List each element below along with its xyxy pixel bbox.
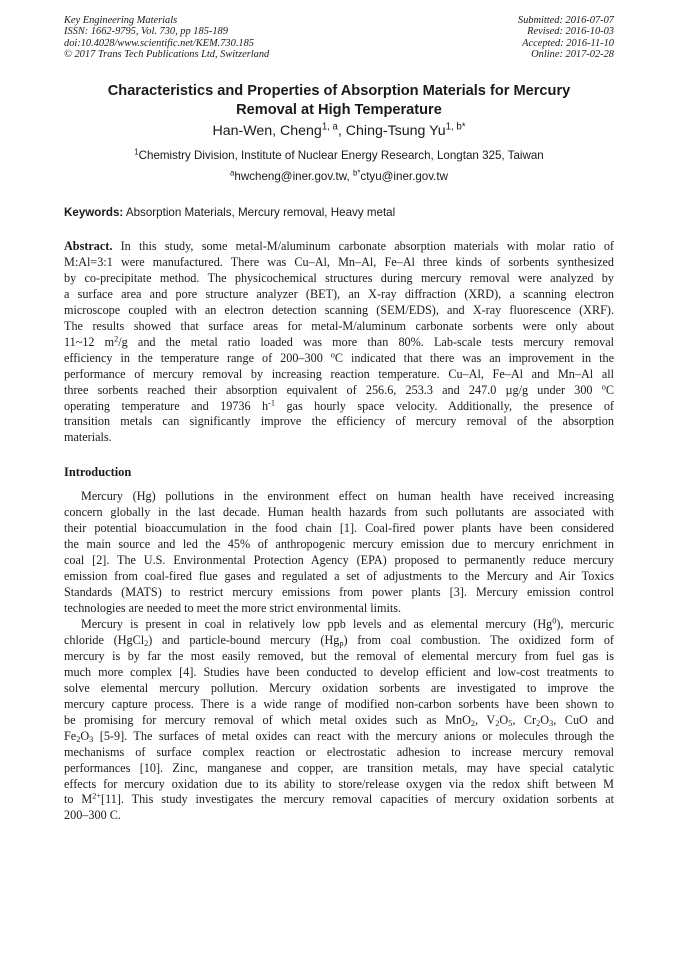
author-list <box>64 122 614 140</box>
affiliation <box>64 149 614 163</box>
superscript: 2+ <box>92 791 102 801</box>
paragraph-text: O <box>540 712 550 727</box>
abstract-line: by co-precipitate method. The physicochemical structures during mercury removal were analyzed by <box>64 270 614 285</box>
paragraph-line <box>64 713 614 729</box>
abstract-line: a surface area and pore structure analyzer (BET), an X-ray diffraction (XRD), a scanning electron <box>64 286 614 301</box>
superscript: o <box>330 350 335 360</box>
abstract-text: /g and the metal ratio loaded was more than 80%. Lab-scale tests mercury removal <box>118 334 614 349</box>
superscript: 0 <box>552 616 557 626</box>
abstract-text: operating temperature and 19736 h <box>64 398 269 413</box>
subscript: 2 <box>536 718 541 728</box>
paragraph-line <box>64 792 614 808</box>
paragraph-text: be promising for mercury removal of which metal oxides such as MnO <box>64 712 471 727</box>
paragraph-text: O <box>80 728 90 743</box>
journal-doi: doi:10.4028/www.scientific.net/KEM.730.185 <box>64 37 254 49</box>
abstract-line <box>64 351 614 367</box>
paragraph-text: to M <box>64 792 93 807</box>
email-b-sup: b* <box>352 168 361 178</box>
paragraph-line <box>64 729 614 745</box>
paragraph-line: mechanisms of surface complex reaction or electrostatic adhesion to increase mercury removal <box>64 744 614 759</box>
subscript: 3 <box>89 734 94 744</box>
abstract-line <box>64 335 614 351</box>
subscript: 2 <box>144 639 149 649</box>
title-line-2: Removal at High Temperature <box>236 101 442 118</box>
journal-issn: ISSN: 1662-9795, Vol. 730, pp 185-189 <box>64 26 228 38</box>
section-heading-introduction: Introduction <box>64 465 132 479</box>
author-1-sup: 1, a <box>321 121 338 133</box>
subscript: 2 <box>76 734 81 744</box>
abstract-line: materials. <box>64 430 112 445</box>
paragraph-text: ), mercuric <box>556 617 614 631</box>
subscript: 2 <box>495 718 500 728</box>
keywords-text: Absorption Materials, Mercury removal, Heavy metal <box>123 206 396 219</box>
intro-paragraph-2 <box>64 617 614 824</box>
paragraph-line: solve elemental mercury pollution. Mercury oxidation sorbents are investigated to improve the <box>64 680 614 695</box>
abstract-line <box>64 399 614 415</box>
abstract-text: efficiency in the temperature range of 200–300 <box>64 350 331 365</box>
paragraph-line: mercury capture process. There is a wide range of modified non-carbon sorbents have been shown to <box>64 696 614 711</box>
journal-info <box>64 15 269 61</box>
abstract-text: gas hourly space velocity. Additionally, the presence of <box>275 398 614 413</box>
subscript: 5 <box>508 718 513 728</box>
paragraph-line: the main source and led the 45% of anthropogenic mercury emission due to mercury enrichment in <box>64 536 614 551</box>
paragraph-line: their potential bioaccumulation in the food chain [1]. Coal-fired power plants have been considered <box>64 520 614 535</box>
paragraph-text: Mercury is present in coal in relatively low ppb levels and as elemental mercury (Hg <box>81 617 553 631</box>
paragraph-text: , V <box>475 712 496 727</box>
paragraph-line: Standards (MATS) to restrict mercury emissions from power plants [3]. Mercury emission control <box>64 584 614 599</box>
abstract-text: In this study, some metal-M/aluminum carbonate absorption materials with molar ratio of <box>112 239 614 253</box>
paragraph-text: [11]. This study investigates the mercury removal capacities of mercury oxidation sorbents at <box>101 792 614 807</box>
date-submitted: Submitted: 2016-07-07 <box>517 15 614 26</box>
affiliation-sup: 1 <box>134 147 139 157</box>
keywords-label: Keywords: <box>64 206 124 219</box>
superscript: 2 <box>114 334 119 344</box>
paragraph-line: mercury is by far the most easily removed, but the removal of elemental mercury from fuel gas is <box>64 648 614 663</box>
author-2-sup: 1, b* <box>445 121 466 133</box>
subscript: 2 <box>470 718 476 728</box>
paragraph-line: coal [2]. The U.S. Environmental Protection Agency (EPA) proposed to permanently reduce mercury <box>64 552 614 567</box>
title-line-1: Characteristics and Properties of Absorption Materials for Mercury <box>107 83 571 99</box>
author-1-name: Han-Wen, Cheng <box>212 123 322 139</box>
paragraph-line: performances [10]. Zinc, manganese and copper, are transition metals, may have special catalytic <box>64 760 614 775</box>
abstract <box>64 239 614 446</box>
paper-title <box>64 82 614 119</box>
subscript: p <box>339 639 344 649</box>
abstract-line: M:Al=3:1 were manufactured. There was Cu–Al, Mn–Al, Fe–Al three kinds of sorbents synthesized <box>64 254 614 269</box>
email-b[interactable]: ctyu@iner.gov.tw <box>360 170 448 183</box>
paragraph-text: O <box>499 712 509 727</box>
email-a[interactable]: hwcheng@iner.gov.tw, <box>234 170 353 183</box>
superscript: -1 <box>268 397 276 407</box>
superscript: o <box>601 382 606 392</box>
paragraph-text: ) and particle-bound mercury (Hg <box>148 632 340 647</box>
abstract-text: three sorbents reached their absorption equivalent of 256.6, 253.3 and 247.0 µg/g under 300 <box>64 382 602 397</box>
abstract-line <box>64 383 614 399</box>
paragraph-text: , Cr <box>512 712 537 727</box>
date-revised: Revised: 2016-10-03 <box>527 26 614 38</box>
abstract-label: Abstract. <box>64 239 113 253</box>
abstract-text: 11~12 m <box>64 334 115 349</box>
abstract-line: performance of mercury removal by increasing reaction temperature. Cu–Al, Fe–Al and Mn–Al all <box>64 366 614 381</box>
submission-dates <box>518 15 614 61</box>
paragraph-line: Mercury (Hg) pollutions in the environment effect on human health have received increasing <box>81 489 614 503</box>
journal-name: Key Engineering Materials <box>64 15 178 26</box>
paragraph-text: [5-9]. The surfaces of metal oxides can react with the mercury anions or molecules through the <box>93 728 614 743</box>
email-a-sup: a <box>230 168 235 178</box>
paragraph-line: concern globally in the last decade. Human health hazards from such pollutants are associated with <box>64 504 614 519</box>
paragraph-line <box>64 617 614 633</box>
affiliation-text: Chemistry Division, Institute of Nuclear Energy Research, Longtan 325, Taiwan <box>138 149 544 162</box>
paragraph-text: chloride (HgCl <box>64 632 145 647</box>
paragraph-text: , CuO and <box>553 712 614 727</box>
abstract-text: C <box>605 382 614 397</box>
author-emails <box>64 170 614 184</box>
paragraph-line: much more complex [4]. Studies have been conducted to develop efficient and low-cost treatments to <box>64 664 614 679</box>
abstract-line: microscope coupled with an electron detection scanning (SEM/EDS), and X-ray fluorescence (XRF). <box>64 302 614 317</box>
abstract-text: C indicated that there was an improvement in the <box>334 350 614 365</box>
author-separator: , <box>337 123 346 139</box>
keywords <box>64 206 614 220</box>
abstract-line: transition metals can significantly improve the efficiency of mercury removal of the absorption <box>64 414 614 429</box>
intro-paragraph-1 <box>64 489 614 617</box>
paragraph-line: effects for mercury oxidation due to its ability to store/release oxygen via the redox shift between M <box>64 776 614 791</box>
subscript: 3 <box>549 718 554 728</box>
paragraph-line: technologies are needed to meet the more strict environmental limits. <box>64 600 402 615</box>
abstract-line <box>64 239 614 255</box>
abstract-line: The results showed that surface areas for metal-M/aluminum carbonate sorbents were only about <box>64 318 614 333</box>
paragraph-text: ) from coal combustion. The oxidized form of <box>343 632 614 647</box>
paragraph-line <box>64 633 614 649</box>
paragraph-line: 200–300 C. <box>64 808 121 823</box>
paragraph-line: emission from coal-fired flue gases and regulated a set of adjustments to the Mercury and Air Toxics <box>64 568 614 583</box>
date-accepted: Accepted: 2016-11-10 <box>522 37 614 49</box>
date-online: Online: 2017-02-28 <box>531 49 614 61</box>
journal-copyright: © 2017 Trans Tech Publications Ltd, Switzerland <box>64 49 270 61</box>
author-2-name: Ching-Tsung Yu <box>345 123 446 139</box>
paragraph-text: Fe <box>64 728 77 743</box>
